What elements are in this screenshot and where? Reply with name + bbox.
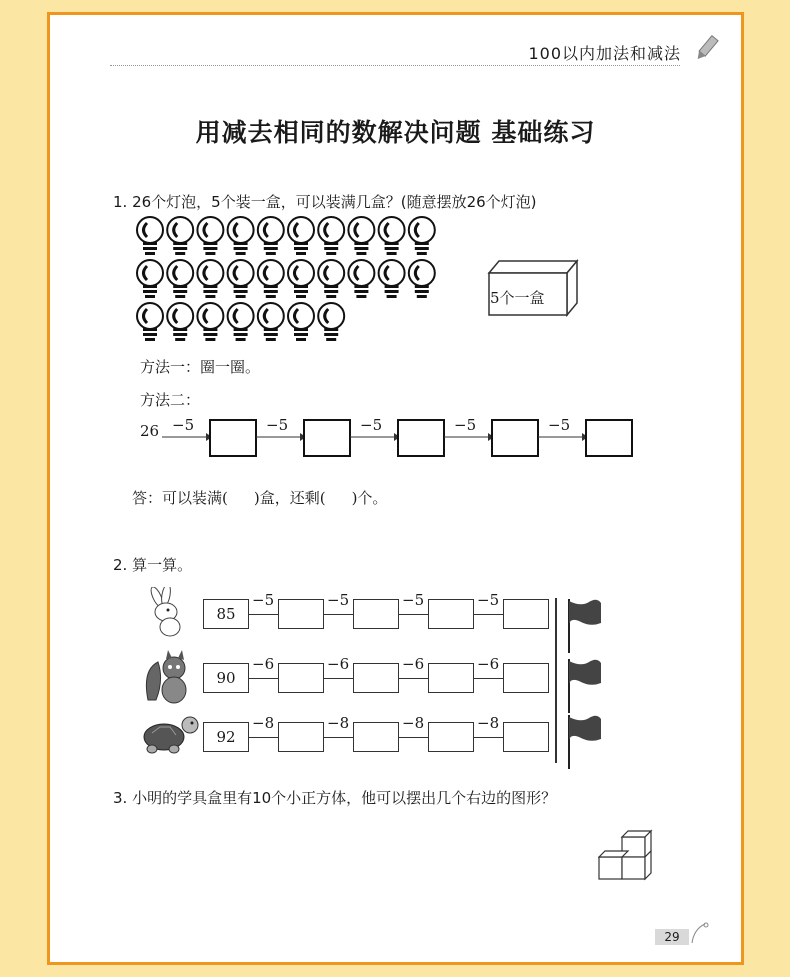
step-label: −5 bbox=[454, 416, 477, 434]
step-label: −6 bbox=[252, 655, 275, 673]
bulb-icon bbox=[197, 260, 223, 298]
flag-icon bbox=[567, 599, 603, 653]
bulb-icon bbox=[167, 260, 193, 298]
bulb-icon bbox=[348, 217, 374, 255]
flag-icon bbox=[567, 659, 603, 713]
arrow-icon bbox=[162, 432, 212, 442]
bulb-icon bbox=[409, 260, 435, 298]
header-title: 100以内加法和减法 bbox=[528, 44, 681, 63]
step-label: −5 bbox=[477, 591, 500, 609]
bulb-icon bbox=[288, 217, 314, 255]
connector-line bbox=[399, 614, 429, 615]
bulb-icon bbox=[288, 260, 314, 298]
bulb-grid bbox=[135, 215, 445, 350]
bulb-icon bbox=[258, 217, 284, 255]
flag-icon bbox=[567, 715, 603, 769]
step-label: −5 bbox=[360, 416, 383, 434]
answer-box[interactable] bbox=[491, 419, 539, 457]
bulb-icon bbox=[167, 303, 193, 341]
bulb-icon bbox=[228, 217, 254, 255]
step-label: −5 bbox=[266, 416, 289, 434]
bulb-icon bbox=[379, 260, 405, 298]
squirrel-icon bbox=[142, 650, 194, 706]
answer-box[interactable] bbox=[428, 722, 474, 752]
start-number: 90 bbox=[203, 663, 249, 693]
connector-line bbox=[249, 737, 279, 738]
method-1: 方法一：圈一圈。 bbox=[140, 358, 261, 376]
bulb-icon bbox=[167, 217, 193, 255]
header-divider bbox=[110, 65, 680, 66]
bulb-icon bbox=[318, 260, 344, 298]
page bbox=[47, 12, 744, 965]
bulb-icon bbox=[409, 217, 435, 255]
bulb-icon bbox=[258, 260, 284, 298]
answer-box[interactable] bbox=[353, 599, 399, 629]
arrow-icon bbox=[444, 432, 494, 442]
answer-line: 答：可以装满( )盒，还剩( )个。 bbox=[132, 489, 388, 507]
bulb-icon bbox=[228, 303, 254, 341]
question-3: 3. 小明的学具盒里有10个小正方体，他可以摆出几个右边的图形？ bbox=[113, 789, 557, 807]
step-label: −8 bbox=[252, 714, 275, 732]
answer-box[interactable] bbox=[353, 663, 399, 693]
connector-line bbox=[249, 614, 279, 615]
question-1: 1. 26个灯泡，5个装一盒，可以装满几盒？(随意摆放26个灯泡) bbox=[113, 193, 537, 211]
connector-line bbox=[324, 614, 354, 615]
bulb-icon bbox=[348, 260, 374, 298]
bulb-icon bbox=[318, 303, 344, 341]
turtle-icon bbox=[138, 711, 202, 755]
step-label: −6 bbox=[402, 655, 425, 673]
page-title: 用减去相同的数解决问题 基础练习 bbox=[195, 118, 596, 147]
connector-line bbox=[399, 678, 429, 679]
step-label: −5 bbox=[402, 591, 425, 609]
step-label: −5 bbox=[252, 591, 275, 609]
answer-box[interactable] bbox=[278, 663, 324, 693]
question-2: 2. 算一算。 bbox=[113, 556, 193, 574]
step-label: −5 bbox=[327, 591, 350, 609]
answer-box[interactable] bbox=[397, 419, 445, 457]
box-label: 5个一盒 bbox=[490, 289, 545, 307]
bulb-icon bbox=[288, 303, 314, 341]
answer-box[interactable] bbox=[503, 663, 549, 693]
finish-line bbox=[555, 598, 557, 763]
answer-box[interactable] bbox=[278, 722, 324, 752]
step-label: −8 bbox=[402, 714, 425, 732]
answer-box[interactable] bbox=[428, 599, 474, 629]
pencil-icon bbox=[693, 35, 719, 63]
answer-box[interactable] bbox=[503, 722, 549, 752]
step-label: −6 bbox=[477, 655, 500, 673]
bulb-icon bbox=[379, 217, 405, 255]
step-label: −8 bbox=[327, 714, 350, 732]
connector-line bbox=[249, 678, 279, 679]
method-2: 方法二： bbox=[140, 391, 201, 409]
answer-box[interactable] bbox=[278, 599, 324, 629]
connector-line bbox=[399, 737, 429, 738]
arrow-icon bbox=[256, 432, 306, 442]
answer-box[interactable] bbox=[303, 419, 351, 457]
chain-start-value: 26 bbox=[140, 422, 160, 440]
bulb-icon bbox=[228, 260, 254, 298]
bulb-icon bbox=[318, 217, 344, 255]
rabbit-icon bbox=[148, 587, 190, 637]
step-label: −8 bbox=[477, 714, 500, 732]
bulb-icon bbox=[197, 303, 223, 341]
connector-line bbox=[324, 678, 354, 679]
connector-line bbox=[474, 737, 504, 738]
answer-box[interactable] bbox=[428, 663, 474, 693]
arrow-icon bbox=[350, 432, 400, 442]
answer-box[interactable] bbox=[585, 419, 633, 457]
bulb-icon bbox=[197, 217, 223, 255]
connector-line bbox=[474, 678, 504, 679]
answer-box[interactable] bbox=[353, 722, 399, 752]
step-label: −6 bbox=[327, 655, 350, 673]
answer-box[interactable] bbox=[209, 419, 257, 457]
step-label: −5 bbox=[172, 416, 195, 434]
start-number: 92 bbox=[203, 722, 249, 752]
leaf-icon bbox=[689, 921, 709, 945]
arrow-icon bbox=[538, 432, 588, 442]
bulb-icon bbox=[137, 303, 163, 341]
step-label: −5 bbox=[548, 416, 571, 434]
page-number: 29 bbox=[655, 929, 689, 945]
cube-figure bbox=[598, 829, 658, 889]
bulb-icon bbox=[137, 217, 163, 255]
answer-box[interactable] bbox=[503, 599, 549, 629]
bulb-icon bbox=[137, 260, 163, 298]
connector-line bbox=[324, 737, 354, 738]
bulb-icon bbox=[258, 303, 284, 341]
start-number: 85 bbox=[203, 599, 249, 629]
connector-line bbox=[474, 614, 504, 615]
